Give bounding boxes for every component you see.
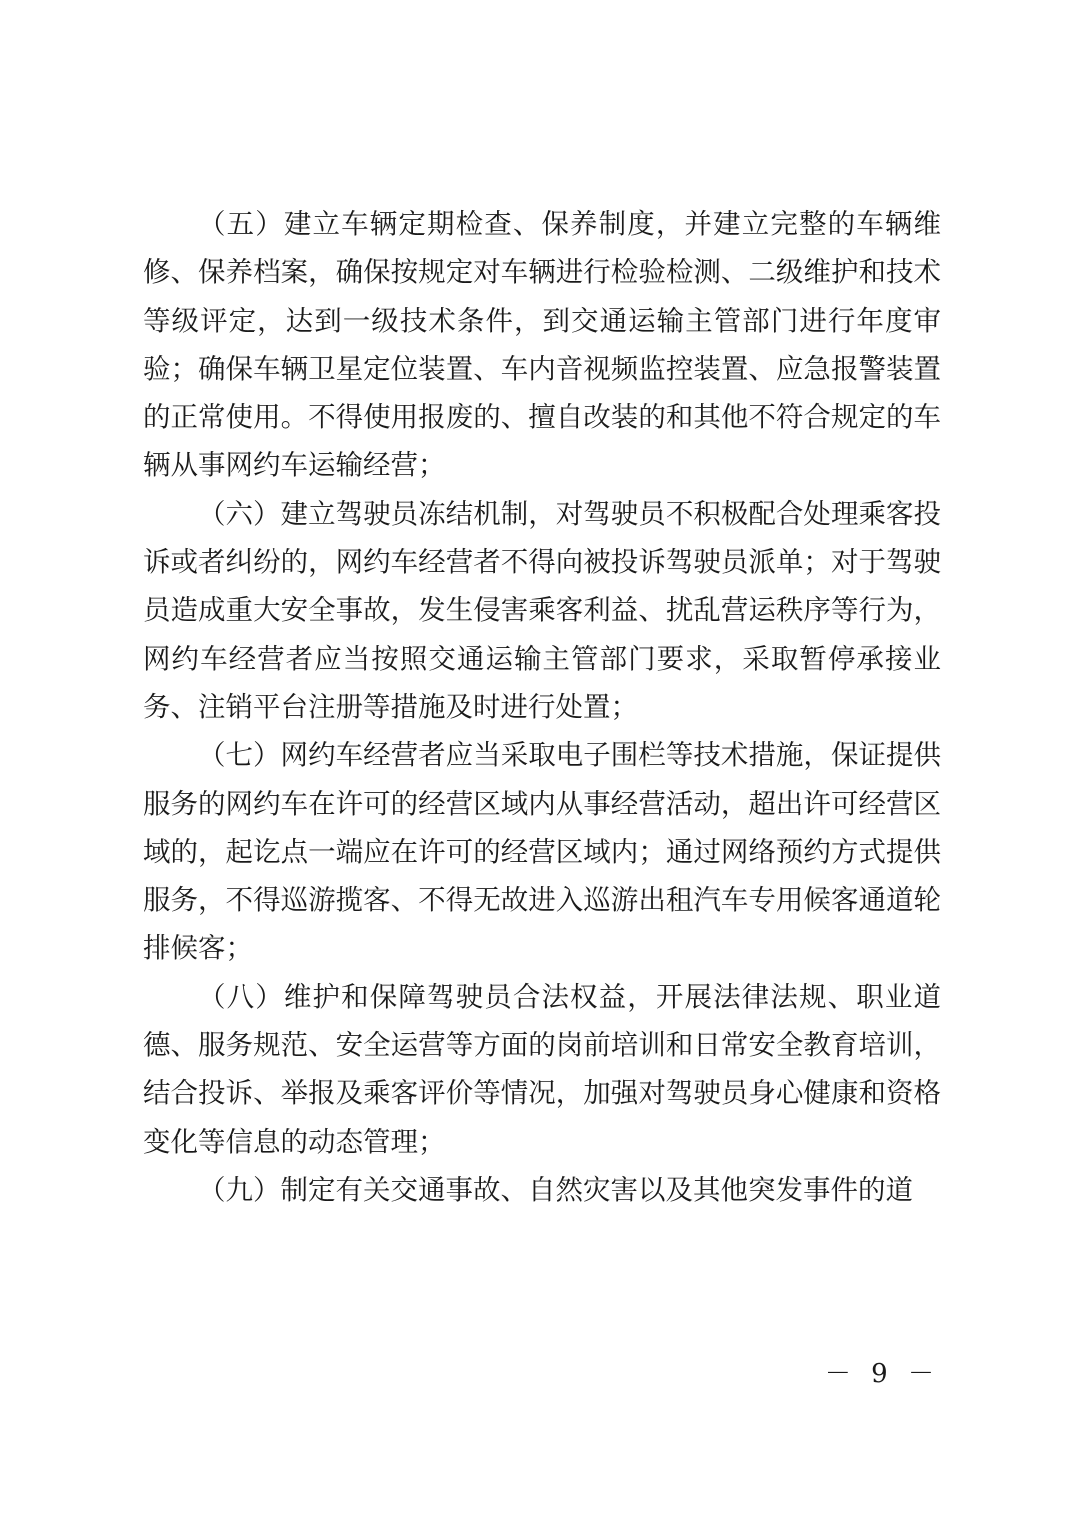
paragraph-item-7: （七）网约车经营者应当采取电子围栏等技术措施，保证提供服务的网约车在许可的经营区域内从事经营活动，超出许可经营区域的，起讫点一端应在许可的经营区域内；通过网络预约方式提供服务，不得巡游揽客、不得无故进入巡游出租汽车专用候客通道轮排候客； xyxy=(143,739,941,965)
body-text xyxy=(143,200,941,1214)
paragraph-item-5: （五）建立车辆定期检查、保养制度，并建立完整的车辆维修、保养档案，确保按规定对车辆进行检验检测、二级维护和技术等级评定，达到一级技术条件，到交通运输主管部门进行年度审验；确保车辆卫星定位装置、车内音视频监控装置、应急报警装置的正常使用。不得使用报废的、擅自改装的和其他不符合规定的车辆从事网约车运输经营； xyxy=(143,208,941,482)
paragraph-item-9: （九）制定有关交通事故、自然灾害以及其他突发事件的道 xyxy=(198,1173,913,1206)
paragraph-item-8: （八）维护和保障驾驶员合法权益，开展法律法规、职业道德、服务规范、安全运营等方面的岗前培训和日常安全教育培训，结合投诉、举报及乘客评价等情况，加强对驾驶员身心健康和资格变化等信息的动态管理； xyxy=(143,980,941,1158)
paragraph-item-6: （六）建立驾驶员冻结机制，对驾驶员不积极配合处理乘客投诉或者纠纷的，网约车经营者不得向被投诉驾驶员派单；对于驾驶员造成重大安全事故，发生侵害乘客利益、扰乱营运秩序等行为，网约车经营者应当按照交通运输主管部门要求，采取暂停承接业务、注销平台注册等措施及时进行处置； xyxy=(143,497,941,723)
page-number: － 9 － xyxy=(824,1359,940,1389)
